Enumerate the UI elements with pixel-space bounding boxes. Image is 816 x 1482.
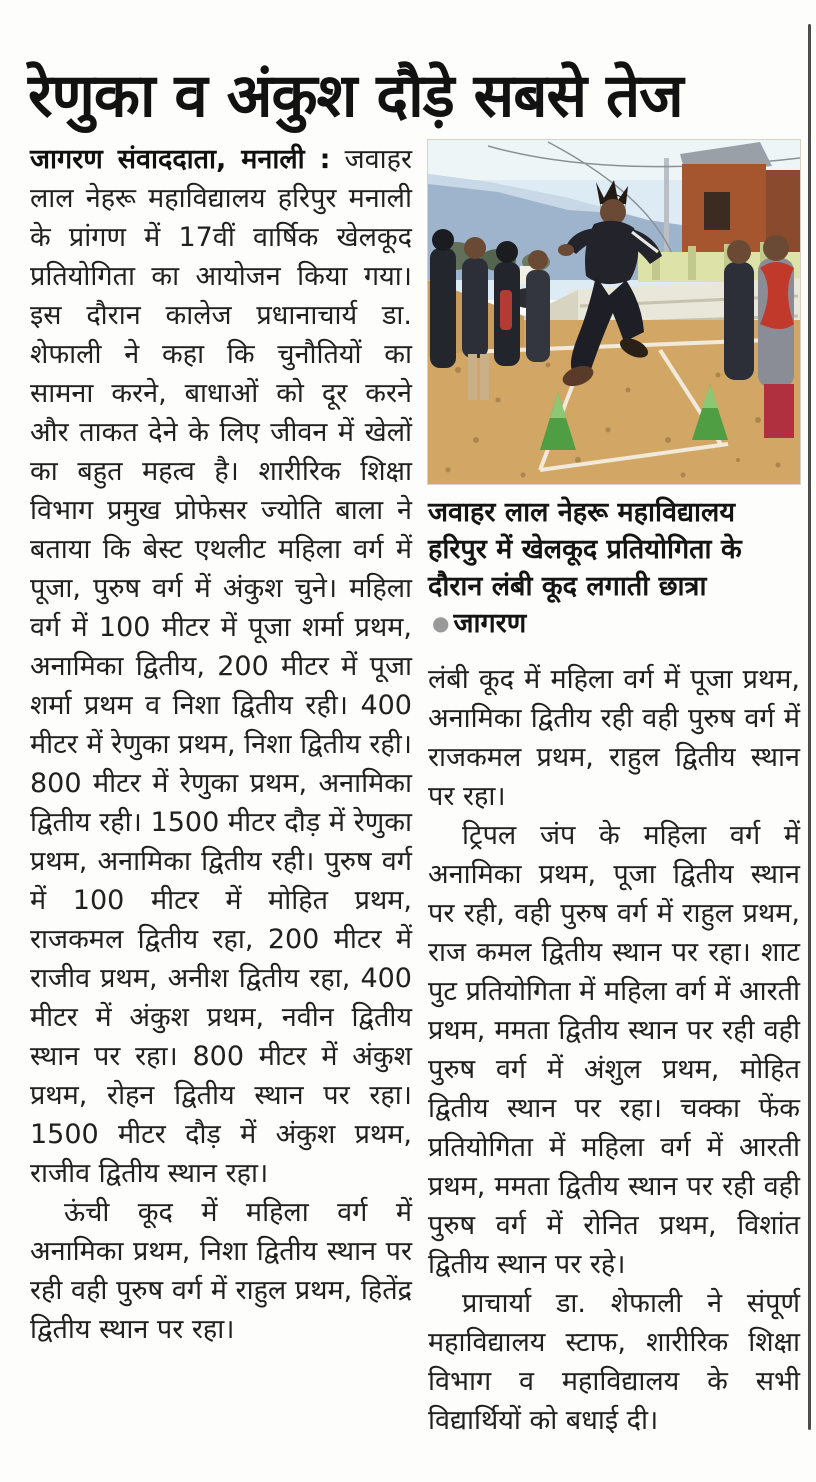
photo-caption-credit: जागरण [453, 608, 527, 639]
left-column [30, 140, 412, 1440]
photo-caption [428, 494, 800, 642]
byline: जागरण संवाददाता, मनाली : [30, 144, 331, 175]
building-window [704, 192, 730, 230]
paragraph-triple-jump-shotput-discus: ट्रिपल जंप के महिला वर्ग में अनामिका प्रथम, पूजा द्वितीय स्थान पर रही, वही पुरुष वर्ग में राहुल प्रथम, राज कमल द्वितीय स्थान पर रहा। शाट पुट प्रतियोगिता में महिला वर्ग में आरती प्रथम, ममता द्वितीय स्थान पर रही वही पुरुष वर्ग में अंशुल प्रथम, मोहित द्वितीय स्थान पर रहा। चक्का फेंक प्रतियोगिता में महिला वर्ग में आरती प्रथम, ममता द्वितीय स्थान पर रही वही पुरुष वर्ग में रोनित प्रथम, विशांत द्वितीय स्थान पर रहे। [428, 820, 800, 1280]
paragraph-high-jump: ऊंची कूद में महिला वर्ग में अनामिका प्रथम, निशा द्वितीय स्थान पर रही वही पुरुष वर्ग में राहुल प्रथम, हितेंद्र द्वितीय स्थान पर रहा। [30, 1197, 412, 1345]
article-headline: रेणुका व अंकुश दौड़े सबसे तेज [28, 61, 683, 132]
column-divider-rule [808, 24, 811, 1430]
right-column-text [428, 660, 800, 1440]
fence-post [688, 246, 696, 280]
lead-paragraph-text: जवाहर लाल नेहरू महाविद्यालय हरिपुर मनाली के प्रांगण में 17वीं वार्षिक खेलकूद प्रतियोगिता का आयोजन किया गया। इस दौरान कालेज प्रधानाचार्य डा. शेफाली ने कहा कि चुनौतियों का सामना करने, बाधाओं को दूर करने और ताकत देने के लिए जीवन में खेलों का बहुत महत्व है। शारीरिक शिक्षा विभाग प्रमुख प्रोफेसर ज्योति बाला ने बताया कि बेस्ट एथलीट महिला वर्ग में पूजा, पुरुष वर्ग में अंकुश चुने। महिला वर्ग में 100 मीटर में पूजा शर्मा प्रथम, अनामिका द्वितीय, 200 मीटर में पूजा शर्मा प्रथम व निशा द्वितीय रही। 400 मीटर में रेणुका प्रथम, निशा द्वितीय रही। 800 मीटर में रेणुका प्रथम, अनामिका द्वितीय रही। 1500 मीटर दौड़ में रेणुका प्रथम, अनामिका द्वितीय रही। पुरुष वर्ग में 100 मीटर में मोहित प्रथम, राजकमल द्वितीय रहा, 200 मीटर में राजीव प्रथम, अनीश द्वितीय रहा, 400 मीटर में अंकुश प्रथम, नवीन द्वितीय स्थान पर रहा। 800 मीटर में अंकुश प्रथम, रोहन द्वितीय स्थान पर रहा। 1500 मीटर दौड़ में अंकुश प्रथम, राजीव द्वितीय स्थान रहा। [30, 144, 412, 1189]
paragraph-principal-congratulations: प्राचार्या डा. शेफाली ने संपूर्ण महाविद्यालय स्टाफ, शारीरिक शिक्षा विभाग व महाविद्यालय के सभी विद्यार्थियों को बधाई दी। [428, 1288, 800, 1436]
lead-paragraph [30, 140, 412, 1193]
article-body [30, 140, 800, 1440]
jumper-hand [558, 244, 574, 256]
news-photo-figure [428, 140, 800, 642]
long-jump-photo [428, 140, 800, 484]
paragraph-long-jump: लंबी कूद में महिला वर्ग में पूजा प्रथम, अनामिका द्वितीय रही वही पुरुष वर्ग में राजकमल प्रथम, राहुल द्वितीय स्थान पर रहा। [428, 664, 800, 812]
caption-bullet-icon: ● [432, 611, 450, 635]
photo-caption-text: जवाहर लाल नेहरू महाविद्यालय हरिपुर में खेलकूद प्रतियोगिता के दौरान लंबी कूद लगाती छात्रा [428, 497, 742, 602]
right-column [428, 140, 800, 1440]
